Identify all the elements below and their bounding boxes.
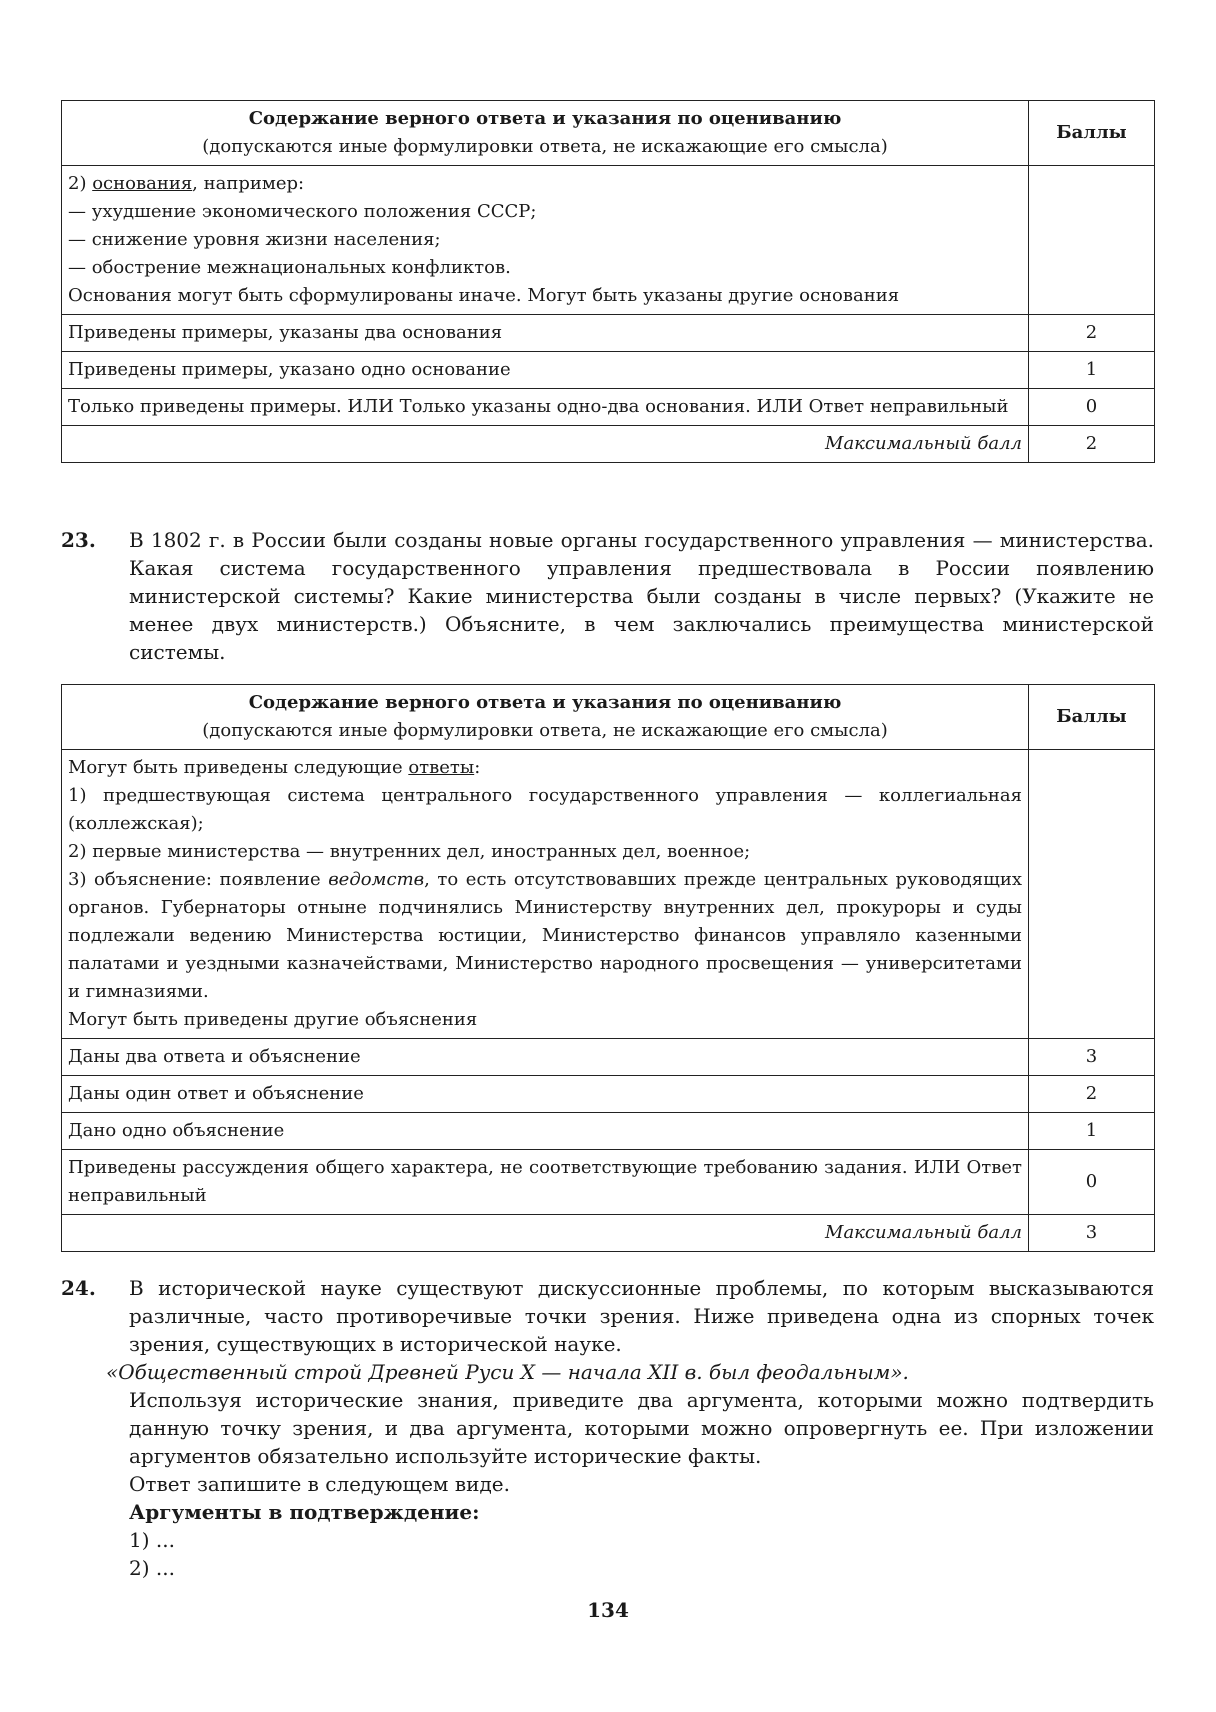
closing-line: Могут быть приведены другие объяснения [68, 1009, 478, 1030]
criteria-row [62, 1039, 1155, 1076]
criteria-text: Приведены примеры, указано одно основание [62, 352, 1029, 389]
header-title: Содержание верного ответа и указания по оцениванию [248, 108, 842, 129]
content-line: — ухудшение экономического положения СССР; [68, 201, 537, 222]
header-subtitle: (допускаются иные формулировки ответа, не искажающие его смысла) [202, 720, 888, 741]
content-suffix: , например: [192, 173, 305, 194]
rubric-table-22 [61, 100, 1155, 463]
answer-item: 1) предшествующая система центрального государственного управления — коллегиальная (коллежская); [68, 785, 1022, 834]
header-title: Содержание верного ответа и указания по оцениванию [248, 692, 842, 713]
criteria-text: Дано одно объяснение [62, 1113, 1029, 1150]
points-header: Баллы [1029, 685, 1155, 750]
criteria-points: 2 [1029, 315, 1155, 352]
table-header-cell [62, 101, 1029, 166]
criteria-row [62, 1150, 1155, 1215]
item3-suffix: , то есть отсутствовавших прежде центральных руководящих органов. Губернаторы отныне подчинялись Министерству внутренних дел, прокуроры и суды подлежали ведению Министерства юстиции, Министерство финансов управляло казенными палатами и уездными казначействами, Министерство народного просвещения — университетами и гимназиями. [68, 869, 1022, 1002]
criteria-points: 0 [1029, 1150, 1155, 1215]
page-number: 134 [587, 1598, 629, 1622]
criteria-row [62, 389, 1155, 426]
content-line: — обострение межнациональных конфликтов. [68, 257, 511, 278]
answer-item: 2) первые министерства — внутренних дел, иностранных дел, военное; [68, 841, 751, 862]
max-score-label: Максимальный балл [62, 426, 1029, 463]
item3-italic-term: ведомств [328, 869, 425, 890]
question-task: Используя исторические знания, приведите два аргумента, которыми можно подтвердить данную точку зрения, и два аргумента, которыми можно опровергнуть ее. При изложении аргументов обязательно используйте исторические факты. [129, 1388, 1154, 1468]
question-number: 23. [61, 528, 96, 552]
criteria-row [62, 1076, 1155, 1113]
empty-points-cell [1029, 166, 1155, 315]
criteria-row [62, 352, 1155, 389]
rubric-table-23 [61, 684, 1155, 1252]
table-header-row [62, 685, 1155, 750]
question-intro: В исторической науке существуют дискуссионные проблемы, по которым высказываются различные, часто противоречивые точки зрения. Ниже приведена одна из спорных точек зрения, существующих в исторической науке. [129, 1276, 1154, 1356]
answer-content-cell [62, 750, 1029, 1039]
max-score-value: 3 [1029, 1215, 1155, 1252]
empty-points-cell [1029, 750, 1155, 1039]
criteria-text: Даны один ответ и объяснение [62, 1076, 1029, 1113]
criteria-text: Приведены примеры, указаны два основания [62, 315, 1029, 352]
content-line: — снижение уровня жизни населения; [68, 229, 441, 250]
max-score-label: Максимальный балл [62, 1215, 1029, 1252]
criteria-points: 1 [1029, 352, 1155, 389]
argument-placeholder: 1) ... [129, 1528, 175, 1552]
question-number: 24. [61, 1276, 96, 1300]
answer-format: Ответ запишите в следующем виде. [129, 1472, 510, 1496]
intro-term: ответы [408, 757, 475, 778]
max-score-value: 2 [1029, 426, 1155, 463]
answer-content-cell [62, 166, 1029, 315]
item3-prefix: 3) объяснение: появление [68, 869, 329, 890]
question-23 [61, 526, 1154, 666]
intro-suffix: : [474, 757, 481, 778]
criteria-points: 3 [1029, 1039, 1155, 1076]
argument-placeholder: 2) ... [129, 1556, 175, 1580]
question-quote: «Общественный строй Древней Руси X — начала XII в. был феодальным». [106, 1360, 909, 1384]
criteria-points: 1 [1029, 1113, 1155, 1150]
criteria-points: 0 [1029, 389, 1155, 426]
table-header-cell [62, 685, 1029, 750]
table-header-row [62, 101, 1155, 166]
content-line: Основания могут быть сформулированы иначе. Могут быть указаны другие основания [68, 285, 900, 306]
question-24 [61, 1274, 1154, 1582]
content-term: основания [92, 173, 193, 194]
max-score-row [62, 426, 1155, 463]
content-prefix: 2) [68, 173, 93, 194]
criteria-points: 2 [1029, 1076, 1155, 1113]
question-text: В 1802 г. в России были созданы новые органы государственного управления — министерства. Какая система государственного управления предшествовала в России появлению министерской системы? Какие министерства были созданы в числе первых? (Укажите не менее двух министерств.) Объясните, в чем заключались преимущества министерской системы. [129, 528, 1154, 664]
arguments-heading: Аргументы в подтверждение: [129, 1500, 480, 1524]
criteria-text: Приведены рассуждения общего характера, не соответствующие требованию задания. ИЛИ Ответ неправильный [62, 1150, 1029, 1215]
max-score-row [62, 1215, 1155, 1252]
points-header: Баллы [1029, 101, 1155, 166]
answer-content-row [62, 750, 1155, 1039]
criteria-row [62, 1113, 1155, 1150]
criteria-text: Только приведены примеры. ИЛИ Только указаны одно-два основания. ИЛИ Ответ неправильный [62, 389, 1029, 426]
intro-prefix: Могут быть приведены следующие [68, 757, 409, 778]
header-subtitle: (допускаются иные формулировки ответа, не искажающие его смысла) [202, 136, 888, 157]
criteria-row [62, 315, 1155, 352]
criteria-text: Даны два ответа и объяснение [62, 1039, 1029, 1076]
answer-content-row [62, 166, 1155, 315]
